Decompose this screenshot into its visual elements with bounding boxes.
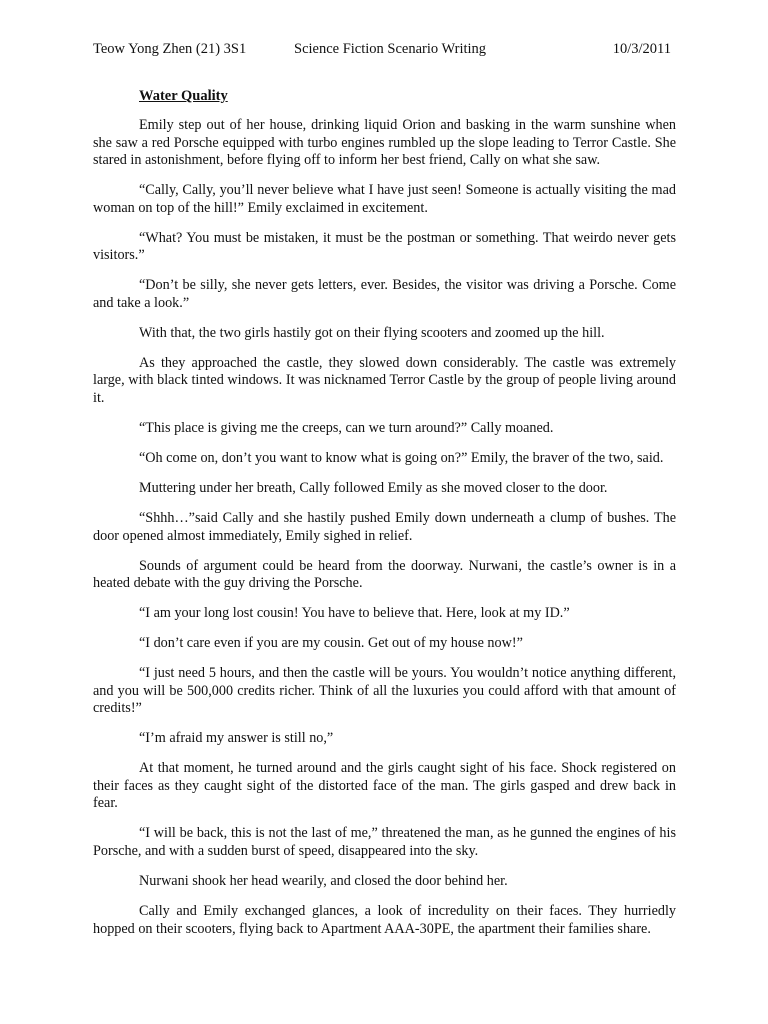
paragraph: “Don’t be silly, she never gets letters, ever. Besides, the visitor was driving a Porsche. Come and take a look.”: [93, 277, 676, 311]
page-header: [93, 41, 671, 61]
paragraph: “Shhh…”said Cally and she hastily pushed Emily down underneath a clump of bushes. The door opened almost immediately, Emily sighed in relief.: [93, 510, 676, 544]
paragraph: Nurwani shook her head wearily, and closed the door behind her.: [139, 873, 508, 890]
paragraph: “I don’t care even if you are my cousin. Get out of my house now!”: [139, 635, 523, 652]
header-subject: Science Fiction Scenario Writing: [294, 41, 487, 57]
paragraph: “I will be back, this is not the last of me,” threatened the man, as he gunned the engines of his Porsche, and with a sudden burst of speed, disappeared into the sky.: [93, 825, 676, 860]
paragraph: “I am your long lost cousin! You have to believe that. Here, look at my ID.”: [139, 605, 570, 622]
paragraph: “Oh come on, don’t you want to know what is going on?” Emily, the braver of the two, said.: [139, 450, 664, 467]
paragraph: Sounds of argument could be heard from the doorway. Nurwani, the castle’s owner is in a heated debate with the guy driving the Porsche.: [93, 557, 676, 592]
paragraph: “This place is giving me the creeps, can we turn around?” Cally moaned.: [139, 420, 554, 437]
paragraph: “What? You must be mistaken, it must be the postman or something. That weirdo never gets visitors.”: [93, 229, 676, 264]
paragraph: As they approached the castle, they slowed down considerably. The castle was extremely large, with black tinted windows. It was nicknamed Terror Castle by the group of people living around it.: [93, 354, 676, 407]
paragraph: Muttering under her breath, Cally followed Emily as she moved closer to the door.: [139, 480, 608, 497]
paragraph: Cally and Emily exchanged glances, a look of incredulity on their faces. They hurriedly hopped on their scooters, flying back to Apartment AAA-30PE, the apartment their families share.: [93, 903, 676, 937]
paragraph: “Cally, Cally, you’ll never believe what I have just seen! Someone is actually visiting the mad woman on top of the hill!” Emily exclaimed in excitement.: [93, 182, 676, 216]
paragraph: “I just need 5 hours, and then the castle will be yours. You wouldn’t notice anything different, and you will be 500,000 credits richer. Think of all the luxuries you could afford with that amount of credits!”: [93, 665, 676, 717]
paragraph: “I’m afraid my answer is still no,”: [139, 730, 334, 747]
document-title: Water Quality: [139, 88, 228, 104]
paragraph: With that, the two girls hastily got on their flying scooters and zoomed up the hill.: [139, 324, 605, 341]
paragraph: Emily step out of her house, drinking liquid Orion and basking in the warm sunshine when she saw a red Porsche equipped with turbo engines rumbled up the slope leading to Terror Castle. She stared in astonishment, before flying off to inform her best friend, Cally on what she saw.: [93, 117, 676, 169]
header-author: Teow Yong Zhen (21) 3S1: [93, 41, 247, 57]
header-date: 10/3/2011: [612, 41, 671, 57]
document-body: [93, 117, 676, 951]
paragraph: At that moment, he turned around and the girls caught sight of his face. Shock registered on their faces as they caught sight of the distorted face of the man. The girls gasped and drew back in fear.: [93, 760, 676, 812]
